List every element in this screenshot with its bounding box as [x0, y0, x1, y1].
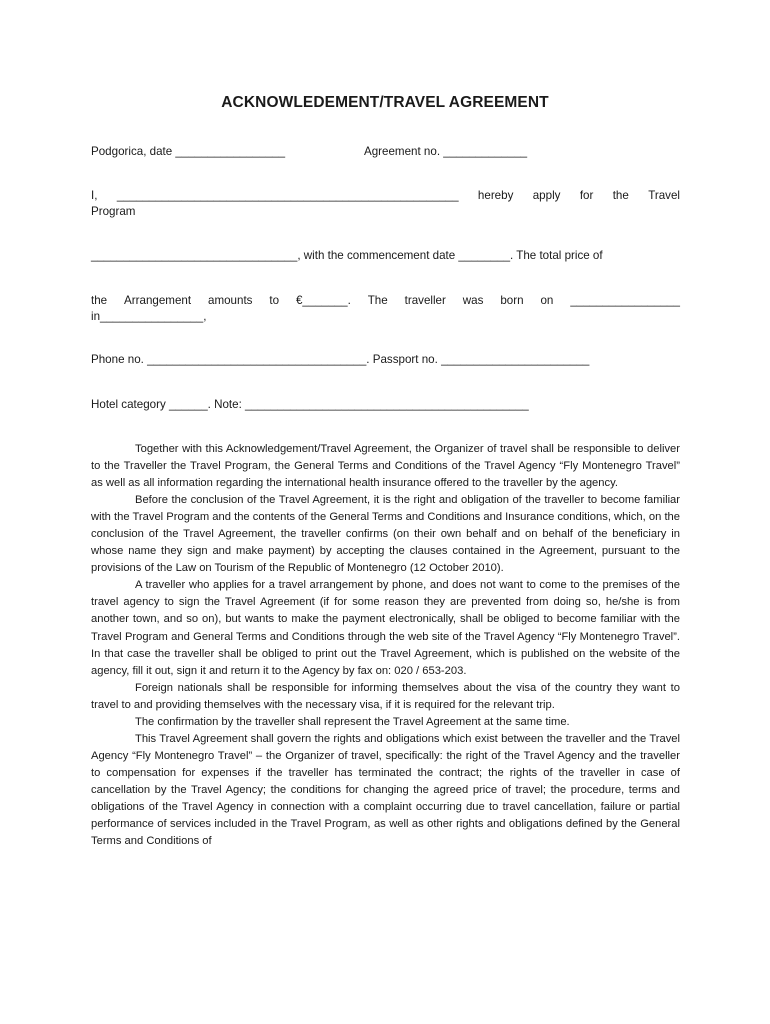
- paragraph: Together with this Acknowledgement/Travel Agreement, the Organizer of travel shall be responsible to deliver to the Traveller the Travel Program, the General Terms and Conditions of the Travel Agency “Fly Montenegro Travel” as well as all information regarding the international health insurance offered to the traveller by the agency.: [91, 443, 680, 490]
- hotel-note-field[interactable]: Hotel category ______. Note: ____________________________________________: [91, 398, 529, 411]
- document-title: ACKNOWLEDEMENT/TRAVEL AGREEMENT: [221, 94, 549, 111]
- paragraph: A traveller who applies for a travel arrangement by phone, and does not want to come to the premises of the travel agency to sign the Travel Agreement (if for some reason they are prevented from doing so, he/she is from another town, and so on), but wants to make the payment electronically, shall be obliged to become familiar with the Travel Program and General Terms and Conditions through the web site of the Travel Agency “Fly Montenegro Travel”. In that case the traveller shall be obliged to print out the Travel Agreement, which is published on the website of the agency, fill it out, sign it and return it to the Agency by fax on: 020 / 653-203.: [91, 579, 680, 677]
- commencement-date-field[interactable]: ________________________________, with the commencement date ________. The total price of: [91, 249, 603, 262]
- amount-birth-row[interactable]: the Arrangement amounts to €_______. The traveller was born on _________________: [91, 294, 680, 307]
- applicant-line-continuation: Program: [91, 205, 136, 218]
- applicant-name-blank[interactable]: _____________________________________________________: [116, 189, 459, 202]
- amount-blank[interactable]: €_______.: [295, 294, 351, 307]
- agreement-number-field[interactable]: Agreement no. _____________: [364, 145, 528, 158]
- birth-date-blank[interactable]: _________________: [570, 294, 680, 307]
- paragraph: The confirmation by the traveller shall represent the Travel Agreement at the same time.: [135, 715, 570, 728]
- paragraph: Before the conclusion of the Travel Agreement, it is the right and obligation of the traveller to become familiar with the Travel Program and the contents of the General Terms and Conditions and Insurance conditions, which, on the conclusion of the Travel Agreement, the traveller confirms (on their own behalf and on behalf of the beneficiary in whose name they sign and make payment) by accepting the clauses contained in the Agreement, pursuant to the provisions of the Law on Tourism of the Republic of Montenegro (12 October 2010).: [91, 494, 680, 575]
- birth-place-field[interactable]: in________________,: [91, 310, 207, 323]
- place-date-field[interactable]: Podgorica, date _________________: [91, 145, 286, 158]
- paragraph: This Travel Agreement shall govern the rights and obligations which exist between the traveller and the Travel Agency “Fly Montenegro Travel” – the Organizer of travel, specifically: the right of the Travel Agency and the traveller to compensation for expenses if the traveller has terminated the contract; the rights of the traveller in case of cancellation by the Travel Agency; the conditions for changing the agreed price of travel; the procedure, terms and obligations of the Travel Agency in connection with a complaint occurring due to travel cancellation, failure or partial performance of services included in the Travel Program, as well as other rights and obligations defined by the General Terms and Conditions of: [91, 732, 680, 848]
- agreement-body: [91, 441, 680, 850]
- phone-passport-field[interactable]: Phone no. __________________________________. Passport no. _______________________: [91, 353, 590, 366]
- paragraph: Foreign nationals shall be responsible for informing themselves about the visa of the country they want to travel to and providing themselves with the necessary visa, if it is required for the relevant trip.: [91, 681, 680, 711]
- applicant-name-row[interactable]: I, _____________________________________________________ hereby apply for the Travel: [91, 189, 680, 202]
